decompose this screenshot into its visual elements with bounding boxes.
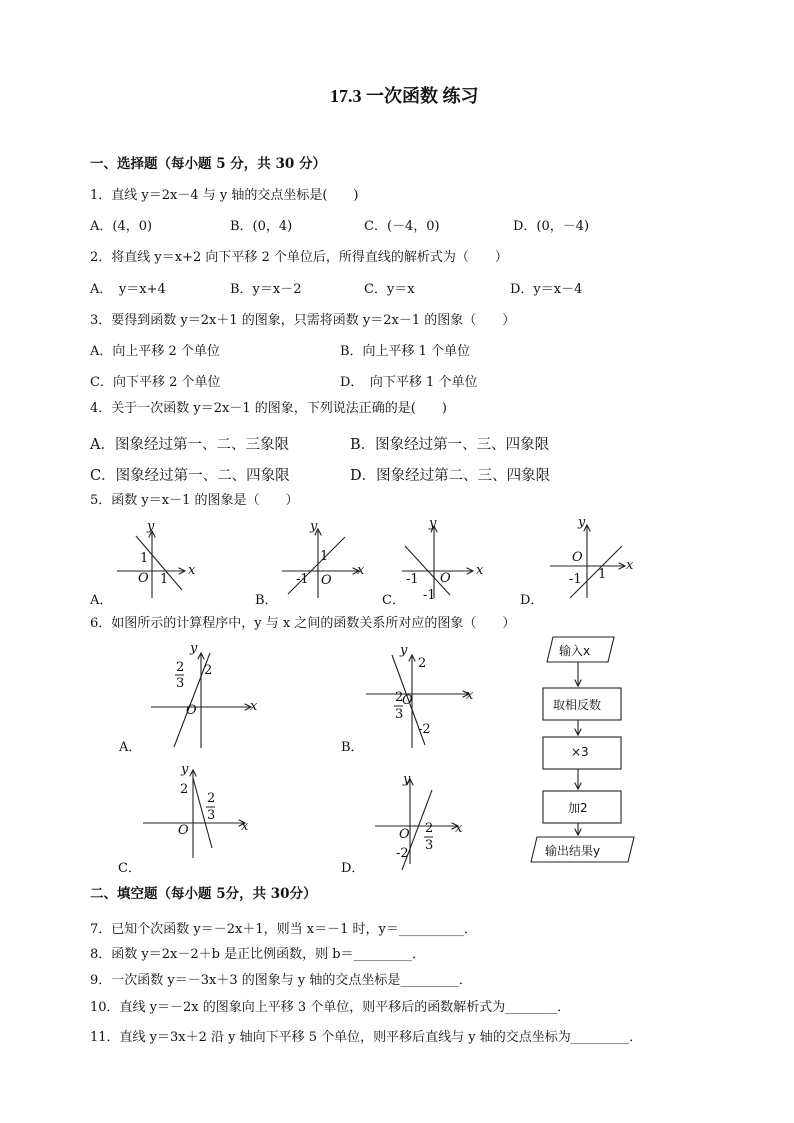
question-3-option-a[interactable]: A．向上平移 2 个单位	[90, 344, 220, 359]
q6a-frac-den: 3	[176, 676, 185, 691]
q5a-label-1b: 1	[160, 572, 169, 587]
question-5-stem: 5．函数 y＝x－1 的图象是（ ）	[90, 493, 299, 508]
q5d-label-1: 1	[598, 567, 607, 582]
q6-option-b[interactable]: B．	[341, 740, 364, 755]
question-3-option-c[interactable]: C．向下平移 2 个单位	[90, 375, 221, 390]
q6-graph-b	[366, 655, 468, 748]
question-1-option-a[interactable]: A．(4，0)	[90, 219, 153, 234]
q6b-label-2: 2	[418, 656, 427, 671]
question-11: 11．直线 y＝3x＋2 沿 y 轴向下平移 5 个单位，则平移后直线与 y 轴的交点坐标为_________．	[90, 1030, 643, 1045]
question-2-option-c[interactable]: C．y＝x	[364, 282, 415, 297]
question-9: 9．一次函数 y＝－3x＋3 的图象与 y 轴的交点坐标是_________．	[90, 973, 472, 988]
q6d-frac-den: 3	[425, 838, 434, 853]
q6b-label-neg2: -2	[418, 722, 431, 737]
q6-option-a[interactable]: A．	[119, 740, 142, 755]
q5c-x-label: x	[476, 563, 484, 578]
q5b-origin: O	[321, 573, 332, 588]
question-4-option-d[interactable]: D．图象经过第二、三、四象限	[350, 468, 551, 484]
question-2-stem: 2．将直线 y＝x+2 向下平移 2 个单位后，所得直线的解析式为（ ）	[90, 250, 508, 265]
question-4-option-b[interactable]: B．图象经过第一、三、四象限	[350, 437, 550, 453]
q5a-label-1: 1	[140, 551, 149, 566]
q6-option-c[interactable]: C．	[118, 861, 141, 876]
question-1-option-c[interactable]: C．(－4，0)	[364, 219, 440, 234]
q5a-origin: O	[138, 571, 149, 586]
q5a-y-label: y	[147, 519, 155, 534]
section-heading-choice: 一、选择题（每小题 5 分，共 30 分）	[90, 156, 326, 172]
question-2-option-d[interactable]: D．y＝x－4	[510, 282, 583, 297]
q6-graph-a	[151, 653, 250, 748]
q6-graph-c	[143, 771, 244, 858]
q6a-label-2: 2	[204, 663, 213, 678]
question-6-stem: 6．如图所示的计算程序中，y 与 x 之间的函数关系所对应的图象（ ）	[90, 616, 516, 631]
q6a-origin: O	[186, 703, 197, 718]
q5-graph-d	[550, 526, 624, 598]
question-3-option-b[interactable]: B．向上平移 1 个单位	[340, 344, 471, 359]
q5-graph-b	[282, 530, 358, 598]
question-2-option-b[interactable]: B．y＝x－2	[230, 282, 302, 297]
q6d-origin: O	[399, 827, 410, 842]
q6c-origin: O	[178, 823, 189, 838]
q6b-y-label: y	[400, 643, 408, 658]
question-1-option-d[interactable]: D．(0，－4)	[513, 219, 590, 234]
flowchart-negate-label: 取相反数	[553, 698, 602, 712]
q6c-x-label: x	[241, 819, 249, 834]
question-4-option-c[interactable]: C．图象经过第一、二、四象限	[90, 468, 290, 484]
q6b-origin: O	[402, 693, 413, 708]
q5c-label-neg1b: -1	[423, 588, 436, 603]
question-3-option-d[interactable]: D． 向下平移 1 个单位	[340, 375, 478, 390]
flowchart-output-label: 输出结果y	[545, 844, 601, 858]
q5-option-a[interactable]: A．	[90, 593, 113, 608]
q5b-y-label: y	[310, 519, 318, 534]
q5-option-b[interactable]: B．	[255, 593, 278, 608]
q5b-label-1: 1	[320, 549, 329, 564]
q5-option-c[interactable]: C．	[382, 593, 405, 608]
question-3-stem: 3．要得到函数 y＝2x＋1 的图象，只需将函数 y＝2x－1 的图象（ ）	[90, 313, 516, 328]
question-2-option-a[interactable]: A． y＝x+4	[90, 282, 166, 297]
page-title: 17.3 一次函数 练习	[330, 86, 479, 106]
q5b-label-neg1: -1	[296, 572, 309, 587]
q6d-x-label: x	[455, 821, 463, 836]
q6b-frac-num: 2	[395, 690, 404, 705]
q6a-y-label: y	[190, 641, 198, 656]
q6b-x-label: x	[466, 688, 474, 703]
q6-option-d[interactable]: D．	[341, 861, 365, 876]
q6d-frac-num: 2	[425, 821, 434, 836]
question-1-stem: 1．直线 y＝2x－4 与 y 轴的交点坐标是( )	[90, 188, 359, 203]
q6a-x-label: x	[250, 699, 258, 714]
q6c-frac-num: 2	[207, 791, 216, 806]
q5c-label-neg1: -1	[406, 572, 419, 587]
q5a-x-label: x	[188, 563, 196, 578]
question-7: 7．已知个次函数 y＝－2x＋1，则当 x＝－1 时，y＝__________．	[90, 922, 477, 937]
q5d-origin: O	[572, 550, 583, 565]
flowchart-input-label: 输入x	[559, 644, 591, 658]
question-4-stem: 4．关于一次函数 y＝2x－1 的图象，下列说法正确的是( )	[90, 401, 447, 416]
q6d-y-label: y	[403, 772, 411, 787]
q5b-x-label: x	[357, 563, 365, 578]
q5c-origin: O	[440, 571, 451, 586]
q5-graph-c	[402, 527, 472, 598]
q6-graph-d	[375, 780, 457, 870]
q6b-frac-den: 3	[395, 707, 404, 722]
question-8: 8．函数 y＝2x－2＋b 是正比例函数，则 b＝_________．	[90, 947, 426, 962]
q6c-y-label: y	[181, 762, 189, 777]
q6d-label-neg2: -2	[396, 846, 409, 861]
q6a-frac-num: 2	[176, 660, 185, 675]
q5-graph-a	[117, 532, 184, 598]
q5d-y-label: y	[578, 515, 586, 530]
flowchart-add-label: 加2	[568, 801, 588, 815]
q5d-x-label: x	[626, 558, 634, 573]
flowchart-multiply-label: ×3	[571, 745, 589, 759]
question-4-option-a[interactable]: A．图象经过第一、二、三象限	[90, 437, 289, 453]
q5d-label-neg1: -1	[569, 572, 582, 587]
section-heading-fill: 二、填空题（每小题 5分，共 30分）	[90, 886, 317, 902]
question-10: 10．直线 y＝－2x 的图象向上平移 3 个单位，则平移后的函数解析式为________．	[90, 1000, 571, 1015]
q6c-frac-den: 3	[207, 808, 216, 823]
q5c-y-label: y	[429, 516, 437, 531]
q6c-label-2: 2	[180, 782, 189, 797]
question-1-option-b[interactable]: B．(0，4)	[230, 219, 293, 234]
q5-option-d[interactable]: D．	[520, 593, 544, 608]
